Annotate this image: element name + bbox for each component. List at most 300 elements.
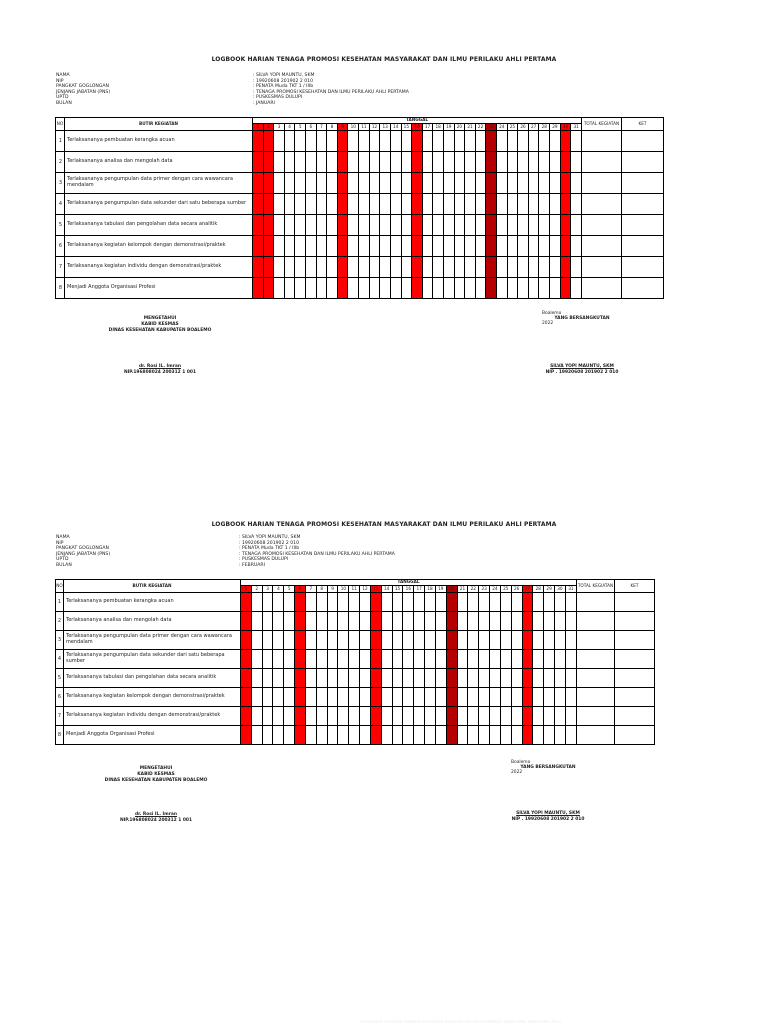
day-cell[interactable] bbox=[262, 612, 273, 631]
day-cell[interactable] bbox=[555, 650, 566, 669]
day-cell[interactable] bbox=[479, 612, 490, 631]
day-cell[interactable] bbox=[412, 131, 423, 152]
day-cell[interactable] bbox=[479, 650, 490, 669]
day-cell[interactable] bbox=[338, 631, 349, 650]
day-cell[interactable] bbox=[327, 688, 338, 707]
day-cell[interactable] bbox=[251, 612, 262, 631]
day-cell[interactable] bbox=[422, 215, 433, 236]
day-cell[interactable] bbox=[507, 131, 518, 152]
day-cell[interactable] bbox=[533, 650, 544, 669]
day-cell[interactable] bbox=[539, 236, 550, 257]
day-cell[interactable] bbox=[369, 257, 380, 278]
day-cell[interactable] bbox=[565, 688, 576, 707]
day-cell[interactable] bbox=[500, 631, 511, 650]
day-cell[interactable] bbox=[274, 278, 285, 299]
day-cell[interactable] bbox=[253, 215, 264, 236]
day-cell[interactable] bbox=[316, 669, 327, 688]
day-cell[interactable] bbox=[273, 650, 284, 669]
day-cell[interactable] bbox=[349, 669, 360, 688]
day-cell[interactable] bbox=[316, 194, 327, 215]
day-cell[interactable] bbox=[284, 257, 295, 278]
day-cell[interactable] bbox=[369, 152, 380, 173]
day-cell[interactable] bbox=[422, 257, 433, 278]
day-cell[interactable] bbox=[401, 257, 412, 278]
day-cell[interactable] bbox=[306, 215, 317, 236]
day-cell[interactable] bbox=[380, 278, 391, 299]
ket-cell[interactable] bbox=[615, 650, 655, 669]
day-cell[interactable] bbox=[370, 593, 381, 612]
day-cell[interactable] bbox=[274, 236, 285, 257]
day-cell[interactable] bbox=[479, 631, 490, 650]
day-cell[interactable] bbox=[253, 131, 264, 152]
day-cell[interactable] bbox=[443, 257, 454, 278]
day-cell[interactable] bbox=[550, 152, 561, 173]
day-cell[interactable] bbox=[390, 152, 401, 173]
day-cell[interactable] bbox=[241, 631, 252, 650]
day-cell[interactable] bbox=[446, 650, 457, 669]
day-cell[interactable] bbox=[251, 726, 262, 745]
ket-cell[interactable] bbox=[615, 669, 655, 688]
day-cell[interactable] bbox=[486, 278, 497, 299]
day-cell[interactable] bbox=[305, 726, 316, 745]
day-cell[interactable] bbox=[316, 236, 327, 257]
day-cell[interactable] bbox=[380, 131, 391, 152]
day-cell[interactable] bbox=[446, 669, 457, 688]
day-cell[interactable] bbox=[435, 669, 446, 688]
day-cell[interactable] bbox=[306, 236, 317, 257]
day-cell[interactable] bbox=[284, 131, 295, 152]
day-cell[interactable] bbox=[507, 152, 518, 173]
day-cell[interactable] bbox=[295, 194, 306, 215]
day-cell[interactable] bbox=[497, 131, 508, 152]
day-cell[interactable] bbox=[435, 593, 446, 612]
day-cell[interactable] bbox=[241, 669, 252, 688]
day-cell[interactable] bbox=[507, 257, 518, 278]
total-kegiatan-cell[interactable] bbox=[577, 726, 615, 745]
day-cell[interactable] bbox=[497, 236, 508, 257]
day-cell[interactable] bbox=[401, 278, 412, 299]
day-cell[interactable] bbox=[454, 173, 465, 194]
day-cell[interactable] bbox=[533, 688, 544, 707]
day-cell[interactable] bbox=[262, 650, 273, 669]
day-cell[interactable] bbox=[390, 278, 401, 299]
day-cell[interactable] bbox=[422, 194, 433, 215]
day-cell[interactable] bbox=[370, 726, 381, 745]
day-cell[interactable] bbox=[518, 194, 529, 215]
day-cell[interactable] bbox=[274, 131, 285, 152]
ket-cell[interactable] bbox=[622, 173, 664, 194]
day-cell[interactable] bbox=[500, 669, 511, 688]
day-cell[interactable] bbox=[349, 726, 360, 745]
day-cell[interactable] bbox=[337, 194, 348, 215]
day-cell[interactable] bbox=[544, 726, 555, 745]
day-cell[interactable] bbox=[518, 257, 529, 278]
day-cell[interactable] bbox=[241, 593, 252, 612]
day-cell[interactable] bbox=[571, 173, 582, 194]
day-cell[interactable] bbox=[528, 257, 539, 278]
day-cell[interactable] bbox=[550, 257, 561, 278]
day-cell[interactable] bbox=[565, 669, 576, 688]
day-cell[interactable] bbox=[468, 593, 479, 612]
day-cell[interactable] bbox=[571, 257, 582, 278]
day-cell[interactable] bbox=[305, 707, 316, 726]
day-cell[interactable] bbox=[349, 688, 360, 707]
day-cell[interactable] bbox=[360, 726, 371, 745]
day-cell[interactable] bbox=[511, 593, 522, 612]
day-cell[interactable] bbox=[327, 631, 338, 650]
day-cell[interactable] bbox=[475, 173, 486, 194]
day-cell[interactable] bbox=[284, 707, 295, 726]
day-cell[interactable] bbox=[241, 612, 252, 631]
day-cell[interactable] bbox=[511, 688, 522, 707]
day-cell[interactable] bbox=[338, 726, 349, 745]
day-cell[interactable] bbox=[446, 593, 457, 612]
day-cell[interactable] bbox=[454, 278, 465, 299]
total-kegiatan-cell[interactable] bbox=[582, 278, 622, 299]
day-cell[interactable] bbox=[327, 131, 338, 152]
day-cell[interactable] bbox=[490, 593, 501, 612]
day-cell[interactable] bbox=[465, 194, 476, 215]
total-kegiatan-cell[interactable] bbox=[582, 215, 622, 236]
day-cell[interactable] bbox=[490, 669, 501, 688]
day-cell[interactable] bbox=[390, 215, 401, 236]
day-cell[interactable] bbox=[425, 631, 436, 650]
day-cell[interactable] bbox=[555, 612, 566, 631]
day-cell[interactable] bbox=[533, 669, 544, 688]
day-cell[interactable] bbox=[433, 152, 444, 173]
day-cell[interactable] bbox=[571, 215, 582, 236]
day-cell[interactable] bbox=[284, 650, 295, 669]
day-cell[interactable] bbox=[284, 173, 295, 194]
day-cell[interactable] bbox=[435, 631, 446, 650]
day-cell[interactable] bbox=[497, 194, 508, 215]
ket-cell[interactable] bbox=[622, 131, 664, 152]
day-cell[interactable] bbox=[370, 612, 381, 631]
day-cell[interactable] bbox=[446, 631, 457, 650]
day-cell[interactable] bbox=[392, 707, 403, 726]
day-cell[interactable] bbox=[401, 152, 412, 173]
day-cell[interactable] bbox=[348, 236, 359, 257]
total-kegiatan-cell[interactable] bbox=[577, 631, 615, 650]
total-kegiatan-cell[interactable] bbox=[577, 612, 615, 631]
day-cell[interactable] bbox=[425, 593, 436, 612]
day-cell[interactable] bbox=[528, 152, 539, 173]
ket-cell[interactable] bbox=[615, 688, 655, 707]
day-cell[interactable] bbox=[528, 131, 539, 152]
day-cell[interactable] bbox=[465, 131, 476, 152]
day-cell[interactable] bbox=[380, 236, 391, 257]
day-cell[interactable] bbox=[403, 726, 414, 745]
day-cell[interactable] bbox=[327, 669, 338, 688]
day-cell[interactable] bbox=[518, 278, 529, 299]
day-cell[interactable] bbox=[306, 278, 317, 299]
day-cell[interactable] bbox=[528, 278, 539, 299]
day-cell[interactable] bbox=[401, 131, 412, 152]
day-cell[interactable] bbox=[284, 669, 295, 688]
day-cell[interactable] bbox=[486, 257, 497, 278]
day-cell[interactable] bbox=[263, 257, 274, 278]
total-kegiatan-cell[interactable] bbox=[577, 650, 615, 669]
day-cell[interactable] bbox=[465, 215, 476, 236]
day-cell[interactable] bbox=[560, 257, 571, 278]
day-cell[interactable] bbox=[433, 278, 444, 299]
day-cell[interactable] bbox=[479, 593, 490, 612]
day-cell[interactable] bbox=[507, 215, 518, 236]
day-cell[interactable] bbox=[360, 707, 371, 726]
day-cell[interactable] bbox=[316, 257, 327, 278]
day-cell[interactable] bbox=[390, 173, 401, 194]
day-cell[interactable] bbox=[349, 612, 360, 631]
day-cell[interactable] bbox=[446, 688, 457, 707]
day-cell[interactable] bbox=[327, 278, 338, 299]
day-cell[interactable] bbox=[425, 612, 436, 631]
day-cell[interactable] bbox=[422, 173, 433, 194]
day-cell[interactable] bbox=[316, 593, 327, 612]
day-cell[interactable] bbox=[390, 257, 401, 278]
day-cell[interactable] bbox=[392, 631, 403, 650]
day-cell[interactable] bbox=[316, 131, 327, 152]
day-cell[interactable] bbox=[497, 257, 508, 278]
day-cell[interactable] bbox=[327, 650, 338, 669]
day-cell[interactable] bbox=[381, 726, 392, 745]
day-cell[interactable] bbox=[533, 593, 544, 612]
day-cell[interactable] bbox=[544, 593, 555, 612]
day-cell[interactable] bbox=[414, 593, 425, 612]
day-cell[interactable] bbox=[251, 688, 262, 707]
day-cell[interactable] bbox=[360, 688, 371, 707]
day-cell[interactable] bbox=[560, 236, 571, 257]
day-cell[interactable] bbox=[295, 593, 306, 612]
day-cell[interactable] bbox=[338, 669, 349, 688]
total-kegiatan-cell[interactable] bbox=[577, 707, 615, 726]
day-cell[interactable] bbox=[507, 236, 518, 257]
day-cell[interactable] bbox=[327, 726, 338, 745]
day-cell[interactable] bbox=[446, 726, 457, 745]
day-cell[interactable] bbox=[381, 631, 392, 650]
day-cell[interactable] bbox=[435, 726, 446, 745]
day-cell[interactable] bbox=[305, 612, 316, 631]
day-cell[interactable] bbox=[262, 669, 273, 688]
day-cell[interactable] bbox=[533, 612, 544, 631]
day-cell[interactable] bbox=[454, 236, 465, 257]
day-cell[interactable] bbox=[284, 194, 295, 215]
day-cell[interactable] bbox=[274, 215, 285, 236]
day-cell[interactable] bbox=[241, 726, 252, 745]
day-cell[interactable] bbox=[401, 173, 412, 194]
day-cell[interactable] bbox=[327, 215, 338, 236]
day-cell[interactable] bbox=[446, 612, 457, 631]
day-cell[interactable] bbox=[369, 131, 380, 152]
day-cell[interactable] bbox=[533, 631, 544, 650]
total-kegiatan-cell[interactable] bbox=[582, 236, 622, 257]
day-cell[interactable] bbox=[284, 726, 295, 745]
day-cell[interactable] bbox=[251, 669, 262, 688]
day-cell[interactable] bbox=[468, 726, 479, 745]
day-cell[interactable] bbox=[539, 131, 550, 152]
ket-cell[interactable] bbox=[615, 631, 655, 650]
day-cell[interactable] bbox=[435, 688, 446, 707]
total-kegiatan-cell[interactable] bbox=[582, 152, 622, 173]
day-cell[interactable] bbox=[380, 194, 391, 215]
day-cell[interactable] bbox=[435, 707, 446, 726]
day-cell[interactable] bbox=[533, 707, 544, 726]
day-cell[interactable] bbox=[555, 707, 566, 726]
day-cell[interactable] bbox=[274, 257, 285, 278]
day-cell[interactable] bbox=[422, 131, 433, 152]
day-cell[interactable] bbox=[401, 194, 412, 215]
day-cell[interactable] bbox=[380, 257, 391, 278]
day-cell[interactable] bbox=[284, 631, 295, 650]
day-cell[interactable] bbox=[369, 236, 380, 257]
day-cell[interactable] bbox=[522, 631, 533, 650]
day-cell[interactable] bbox=[241, 650, 252, 669]
day-cell[interactable] bbox=[475, 131, 486, 152]
day-cell[interactable] bbox=[433, 257, 444, 278]
day-cell[interactable] bbox=[327, 194, 338, 215]
day-cell[interactable] bbox=[284, 278, 295, 299]
day-cell[interactable] bbox=[360, 631, 371, 650]
day-cell[interactable] bbox=[550, 278, 561, 299]
day-cell[interactable] bbox=[359, 194, 370, 215]
day-cell[interactable] bbox=[433, 236, 444, 257]
day-cell[interactable] bbox=[381, 650, 392, 669]
day-cell[interactable] bbox=[565, 726, 576, 745]
day-cell[interactable] bbox=[414, 688, 425, 707]
day-cell[interactable] bbox=[305, 669, 316, 688]
day-cell[interactable] bbox=[500, 650, 511, 669]
day-cell[interactable] bbox=[425, 726, 436, 745]
day-cell[interactable] bbox=[435, 612, 446, 631]
day-cell[interactable] bbox=[425, 688, 436, 707]
day-cell[interactable] bbox=[262, 707, 273, 726]
day-cell[interactable] bbox=[262, 726, 273, 745]
day-cell[interactable] bbox=[511, 631, 522, 650]
day-cell[interactable] bbox=[468, 688, 479, 707]
day-cell[interactable] bbox=[457, 688, 468, 707]
day-cell[interactable] bbox=[359, 173, 370, 194]
day-cell[interactable] bbox=[511, 726, 522, 745]
day-cell[interactable] bbox=[539, 173, 550, 194]
day-cell[interactable] bbox=[327, 593, 338, 612]
ket-cell[interactable] bbox=[622, 278, 664, 299]
day-cell[interactable] bbox=[305, 593, 316, 612]
day-cell[interactable] bbox=[511, 707, 522, 726]
day-cell[interactable] bbox=[401, 215, 412, 236]
day-cell[interactable] bbox=[380, 152, 391, 173]
day-cell[interactable] bbox=[273, 593, 284, 612]
day-cell[interactable] bbox=[565, 707, 576, 726]
day-cell[interactable] bbox=[475, 215, 486, 236]
day-cell[interactable] bbox=[465, 257, 476, 278]
day-cell[interactable] bbox=[490, 707, 501, 726]
total-kegiatan-cell[interactable] bbox=[582, 257, 622, 278]
day-cell[interactable] bbox=[486, 236, 497, 257]
day-cell[interactable] bbox=[390, 194, 401, 215]
day-cell[interactable] bbox=[522, 593, 533, 612]
day-cell[interactable] bbox=[273, 612, 284, 631]
day-cell[interactable] bbox=[263, 278, 274, 299]
ket-cell[interactable] bbox=[622, 215, 664, 236]
day-cell[interactable] bbox=[327, 707, 338, 726]
day-cell[interactable] bbox=[433, 194, 444, 215]
day-cell[interactable] bbox=[522, 707, 533, 726]
day-cell[interactable] bbox=[565, 612, 576, 631]
day-cell[interactable] bbox=[486, 152, 497, 173]
day-cell[interactable] bbox=[338, 650, 349, 669]
day-cell[interactable] bbox=[360, 612, 371, 631]
day-cell[interactable] bbox=[560, 215, 571, 236]
day-cell[interactable] bbox=[414, 631, 425, 650]
day-cell[interactable] bbox=[253, 152, 264, 173]
day-cell[interactable] bbox=[555, 631, 566, 650]
day-cell[interactable] bbox=[457, 707, 468, 726]
day-cell[interactable] bbox=[251, 593, 262, 612]
total-kegiatan-cell[interactable] bbox=[582, 173, 622, 194]
day-cell[interactable] bbox=[273, 726, 284, 745]
day-cell[interactable] bbox=[360, 669, 371, 688]
day-cell[interactable] bbox=[327, 236, 338, 257]
day-cell[interactable] bbox=[392, 726, 403, 745]
day-cell[interactable] bbox=[486, 131, 497, 152]
day-cell[interactable] bbox=[295, 131, 306, 152]
ket-cell[interactable] bbox=[615, 612, 655, 631]
day-cell[interactable] bbox=[263, 215, 274, 236]
day-cell[interactable] bbox=[251, 707, 262, 726]
total-kegiatan-cell[interactable] bbox=[582, 194, 622, 215]
day-cell[interactable] bbox=[497, 278, 508, 299]
day-cell[interactable] bbox=[380, 173, 391, 194]
day-cell[interactable] bbox=[305, 631, 316, 650]
total-kegiatan-cell[interactable] bbox=[577, 688, 615, 707]
day-cell[interactable] bbox=[370, 669, 381, 688]
day-cell[interactable] bbox=[443, 215, 454, 236]
day-cell[interactable] bbox=[390, 236, 401, 257]
day-cell[interactable] bbox=[273, 688, 284, 707]
day-cell[interactable] bbox=[360, 593, 371, 612]
day-cell[interactable] bbox=[412, 236, 423, 257]
day-cell[interactable] bbox=[414, 726, 425, 745]
day-cell[interactable] bbox=[263, 131, 274, 152]
day-cell[interactable] bbox=[414, 707, 425, 726]
day-cell[interactable] bbox=[454, 152, 465, 173]
day-cell[interactable] bbox=[253, 257, 264, 278]
day-cell[interactable] bbox=[241, 688, 252, 707]
day-cell[interactable] bbox=[381, 688, 392, 707]
day-cell[interactable] bbox=[544, 631, 555, 650]
day-cell[interactable] bbox=[262, 593, 273, 612]
day-cell[interactable] bbox=[337, 278, 348, 299]
day-cell[interactable] bbox=[316, 173, 327, 194]
day-cell[interactable] bbox=[337, 236, 348, 257]
day-cell[interactable] bbox=[369, 173, 380, 194]
day-cell[interactable] bbox=[560, 194, 571, 215]
day-cell[interactable] bbox=[306, 257, 317, 278]
day-cell[interactable] bbox=[327, 612, 338, 631]
day-cell[interactable] bbox=[316, 726, 327, 745]
day-cell[interactable] bbox=[468, 612, 479, 631]
day-cell[interactable] bbox=[422, 236, 433, 257]
day-cell[interactable] bbox=[522, 688, 533, 707]
day-cell[interactable] bbox=[305, 688, 316, 707]
day-cell[interactable] bbox=[253, 194, 264, 215]
day-cell[interactable] bbox=[414, 612, 425, 631]
day-cell[interactable] bbox=[327, 257, 338, 278]
day-cell[interactable] bbox=[507, 194, 518, 215]
day-cell[interactable] bbox=[295, 669, 306, 688]
day-cell[interactable] bbox=[359, 236, 370, 257]
day-cell[interactable] bbox=[392, 688, 403, 707]
day-cell[interactable] bbox=[412, 278, 423, 299]
